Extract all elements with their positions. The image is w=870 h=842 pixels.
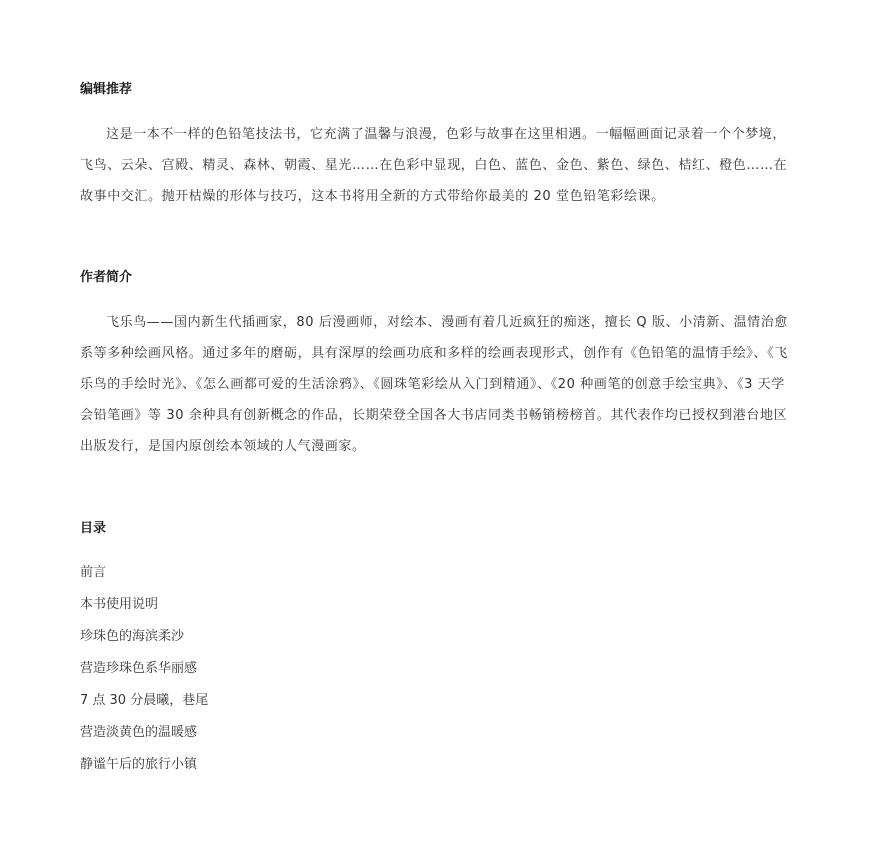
contents-item: 珍珠色的海滨柔沙: [80, 629, 185, 644]
contents-item: 本书使用说明: [80, 597, 159, 612]
editor-recommendation-text: 这是一本不一样的色铅笔技法书，它充满了温馨与浪漫，色彩与故事在这里相遇。一幅幅画面记录着一个个梦境，飞鸟、云朵、宫殿、精灵、森林、朝霞、星光……在色彩中显现，白色、蓝色、金色、紫色、绿色、桔红、橙色……在故事中交汇。抛开枯燥的形体与技巧，这本书将用全新的方式带给你最美的 20 堂色铅笔彩绘课。: [80, 127, 788, 204]
editor-recommendation-heading: 编辑推荐: [80, 82, 133, 97]
contents-item: 营造淡黄色的温暖感: [80, 725, 198, 740]
author-intro-heading: 作者简介: [80, 270, 133, 285]
author-intro-text: 飞乐鸟——国内新生代插画家，80 后漫画师，对绘本、漫画有着几近疯狂的痴迷，擅长 Q 版、小清新、温情治愈系等多种绘画风格。通过多年的磨砺，具有深厚的绘画功底和多样的绘画表现形式，创作有《色铅笔的温情手绘》、《飞乐鸟的手绘时光》、《怎么画都可爱的生活涂鸦》、《圆珠笔彩绘从入门到精通》、《20 种画笔的创意手绘宝典》、《3 天学会铅笔画》等 30 余种具有创新概念的作品，长期荣登全国各大书店同类书畅销榜榜首。其代表作均已授权到港台地区出版发行，是国内原创绘本领域的人气漫画家。: [80, 315, 788, 454]
contents-item: 营造珍珠色系华丽感: [80, 661, 198, 676]
contents-item: 前言: [80, 565, 107, 580]
contents-item: 静谧午后的旅行小镇: [80, 757, 198, 772]
contents-heading: 目录: [80, 521, 107, 536]
contents-item: 7 点 30 分晨曦，巷尾: [80, 693, 209, 708]
contents-list: [80, 557, 208, 781]
